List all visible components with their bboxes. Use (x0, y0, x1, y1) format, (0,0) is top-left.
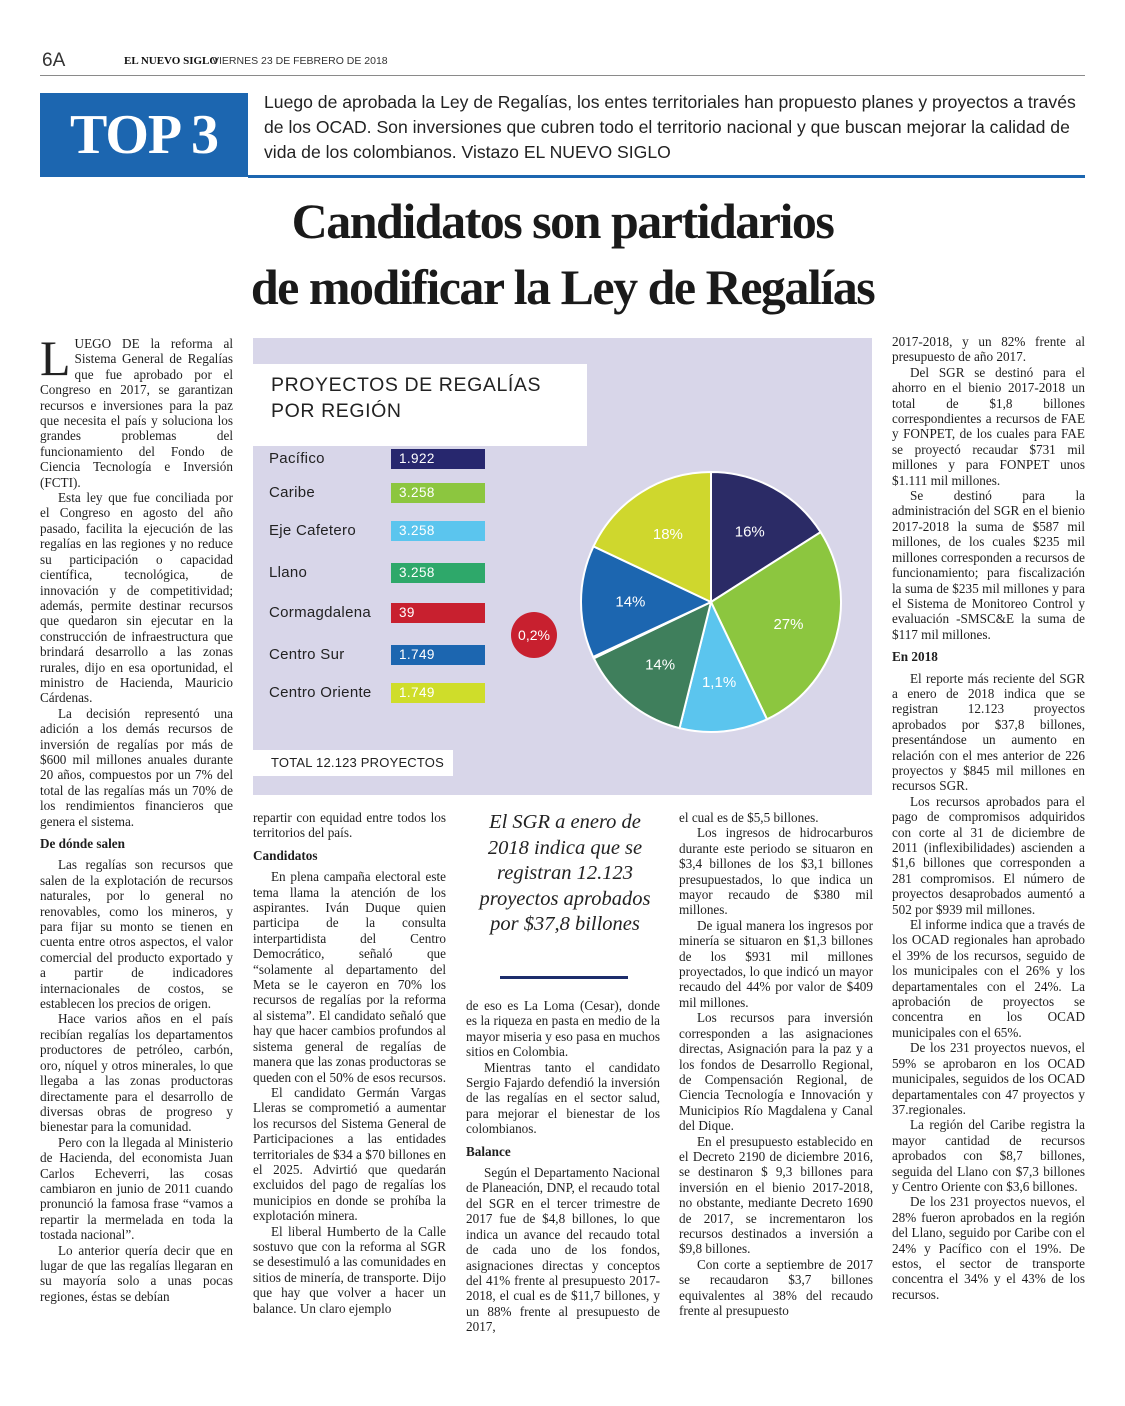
paragraph: Las regalías son recursos que salen de la explotación de recursos naturales, por lo general no renovables, como los mineros, y para fijar su monto se tienen en cuenta entre otros aspectos, el valor comercial del producto exportado y a partir de indicadores internacionales de costos, se establecen los precios de origen. (40, 857, 233, 1012)
section-label: TOP 3 (69, 104, 218, 166)
infographic-total: TOTAL 12.123 PROYECTOS (253, 750, 453, 776)
article-column-5 (892, 334, 1085, 1302)
paragraph: 2017-2018, y un 82% frente al presupuesto de año 2017. (892, 334, 1085, 365)
paragraph: el cual es de $5,5 billones. (679, 810, 819, 825)
subheading: Candidatos (253, 847, 318, 863)
intro-rule (248, 175, 1085, 178)
region-value-bar: 3.258 (391, 521, 485, 541)
paragraph: Esta ley que fue conciliada por el Congreso en agosto del año pasado, facilita la ejecución de las regalías en las regiones y no reduce su participación o capacidad científica, tecnológica, de innovación y de competitividad; además, permite destinar recursos que quedaron sin ejecutar en la construcción de infraestructura que brindará desarrollo a las zonas rurales, dijo en esa oportunidad, el ministro de Hacienda, Mauricio Cárdenas. (40, 490, 233, 706)
region-row (269, 563, 489, 583)
infographic (253, 338, 872, 795)
paragraph: Los recursos para inversión corresponden a las asignaciones directas, Asignación para la paz y a los fondos de Desarrollo Regional, de Compensación Regional, de Ciencia Tecnología e Innovación y Municipios Río Magdalena y Canal del Dique. (679, 1010, 873, 1134)
paragraph: De los 231 proyectos nuevos, el 59% se aprobaron en los OCAD municipales, seguidos de los OCAD departamentales con 47 proyectos y 37.regionales. (892, 1040, 1085, 1117)
pie-slice-label: 14% (615, 593, 646, 611)
paragraph: El informe indica que a través de los OCAD regionales han aprobado el 39% de los recursos, seguido de los municipales con el 26% y los departamentales con el 24%. La aprobación de proyectos se concentra en los OCAD municipales con el 65%. (892, 917, 1085, 1040)
region-row (269, 683, 489, 703)
headline-line-1: Candidatos son partidarios (291, 193, 834, 249)
paragraph: de eso es La Loma (Cesar), donde es la riqueza en pasta en medio de la mayor miseria y eso pasa en muchos sitios en Colombia. (466, 998, 660, 1060)
headline (40, 188, 1085, 320)
region-label: Eje Cafetero (269, 522, 356, 539)
region-label: Caribe (269, 484, 315, 501)
article-column-1 (40, 330, 233, 1304)
region-value-bar: 3.258 (391, 483, 485, 503)
pie-slice-label: 27% (773, 616, 804, 634)
region-value-bar: 3.258 (391, 563, 485, 583)
paragraph: Se destinó para la administración del SGR en el bienio 2017-2018 la suma de $587 mil millones, de los cuales $235 mil millones corresponden a recursos de funcionamiento; para fiscalización la suma de $235 mil millones y para el Sistema de Monitoreo Control y evaluación -SMSC&E la suma de $117 mil millones. (892, 488, 1085, 642)
region-value-bar: 1.749 (391, 683, 485, 703)
region-row (269, 603, 489, 623)
pie-slice-label: 0,2% (518, 627, 550, 643)
paragraph: Lo anterior quería decir que en lugar de que las regalías llegaran en su mayoría solo a unas pocas regiones, éstas se debían (40, 1242, 233, 1304)
paragraph: El liberal Humberto de la Calle sostuvo que con la reforma al SGR se desestimuló a las comunidades en sitios de minería, de transporte. Dijo que hay que volver a hacer un balance. Un claro ejemplo (253, 1223, 447, 1316)
infographic-title: PROYECTOS DE REGALÍAS POR REGIÓN (253, 364, 587, 446)
region-label: Llano (269, 564, 308, 581)
region-row (269, 521, 489, 541)
paragraph: De los 231 proyectos nuevos, el 28% fueron aprobados en la región del Llano, seguido por Caribe con el 24% y Pacífico con el 19%. De estos, el sector de transporte concentra el 34% y el 43% de los recursos. (892, 1194, 1085, 1302)
paragraph: La decisión representó una adición a los demás recursos de inversión de regalías por más de $600 mil millones anuales durante 20 años, compuestos por un 7% del total de las regalías más un 70% de los rendimientos financieros que genera el sistema. (40, 705, 233, 829)
region-row (269, 483, 489, 503)
region-label: Centro Sur (269, 646, 345, 663)
pull-quote: El SGR a enero de 2018 indica que se registran 12.123 proyectos aprobados por $37,8 billones (479, 811, 651, 936)
section-badge (40, 93, 248, 177)
region-label: Pacífico (269, 450, 325, 467)
paragraph: Los ingresos de hidrocarburos durante este periodo se situaron en $3,4 billones de los $3,1 billones presupuestados, lo que indica un mayor recaudo de $380 mil millones. (679, 825, 873, 918)
paragraph: Con corte a septiembre de 2017 se recaudaron $3,7 billones equivalentes al 38% del recaudo frente al presupuesto (679, 1256, 873, 1318)
paragraph: Pero con la llegada al Ministerio de Hacienda, del economista Juan Carlos Echeverri, las cosas cambiaron en junio de 2011 cuando pronunció la famosa frase “vamos a repartir la mermelada en toda la tostada nacional”. (40, 1134, 233, 1243)
pull-quote-rule (500, 976, 628, 979)
subheading: De dónde salen (40, 836, 125, 851)
pie-slice-label: 14% (645, 656, 676, 674)
paragraph: Hace varios años en el país recibían regalías los departamentos productores de petróleo, carbón, oro, níquel y otros minerales, lo que llegaba a las zonas productoras directamente para el desarrollo de diversas obras de progreso y bienestar para la comunidad. (40, 1011, 233, 1135)
paragraph: Los recursos aprobados para el pago de compromisos adquiridos con corte al 31 de diciembre de 2011 (inflexibilidades) ascienden a $1,6 billones que corresponden a 281 compromisos. El número de proyectos desaprobados aumentó a 502 por $939 mil millones. (892, 793, 1085, 917)
pie-slice-label: 1,1% (701, 674, 737, 692)
region-value-bar: 1.922 (391, 449, 485, 469)
headline-line-2: de modificar la Ley de Regalías (250, 259, 875, 315)
paragraph: En el presupuesto establecido en el Decreto 2190 de diciembre 2016, se destinaron $ 9,3 billones para inversión en el bienio 2017-2018, no obstante, mediante Decreto 1690 de 2017, se incrementaron los recursos destinados a inversión a $9,8 billones. (679, 1133, 873, 1257)
pie-slice-label: 18% (652, 525, 683, 543)
paragraph: Mientras tanto el candidato Sergio Fajardo defendió la inversión de las regalías en el sector salud, para mejorar el bienestar de los colombianos. (466, 1059, 660, 1137)
paragraph: Del SGR se destinó para el ahorro en el bienio 2017-2018 un total de $1,8 billones correspondientes a recursos de FAE y FONPET, de los cuales para FAE se proyectó recaudar $731 mil millones y para FONPET unos $1.111 mil millones. (892, 364, 1085, 488)
pie-slice-label: 16% (734, 523, 765, 541)
paragraph: El reporte más reciente del SGR a enero de 2018 indica que se registran 12.123 proyectos aprobados por $37,8 billones, presentándose un aumento en relación con el mes anterior de 226 proyectos y $845 mil millones en recursos SGR. (892, 670, 1085, 794)
paragraph: La región del Caribe registra la mayor cantidad de recursos aprobados con $8,7 billones, seguida del Llano con $7,3 billones y Centro Oriente con $3,6 billones. (892, 1117, 1085, 1194)
article-column-4 (679, 810, 873, 1318)
region-value-bar: 1.749 (391, 645, 485, 665)
paragraph: repartir con equidad entre todos los territorios del país. (253, 810, 446, 841)
page-folio (40, 50, 1085, 76)
region-row (269, 449, 489, 469)
subheading: Balance (466, 1143, 511, 1159)
region-label: Cormagdalena (269, 604, 371, 621)
lead-paragraph: LUEGO DE la reforma al Sistema General de Regalías que fue aprobado por el Congreso en 2017, se garantizan recursos e inversiones para la paz que necesita el país y soluciona los grandes problemas del funcionamiento del Fondo de Ciencia Tecnología e Inversión (FCTI). (40, 330, 233, 490)
section-intro: Luego de aprobada la Ley de Regalías, los entes territoriales han propuesto planes y proyectos a través de los OCAD. Son inversiones que cubren todo el territorio nacional y que buscan mejorar la calidad de vida de los colombianos. Vistazo EL NUEVO SIGLO (264, 92, 1076, 162)
article-column-3 (466, 998, 660, 1335)
paragraph: De igual manera los ingresos por minería se situaron en $1,3 billones de los $931 mil millones proyectados, lo que indicó un mayor recaudo del 44% por valor de $409 mil millones. (679, 917, 873, 1010)
region-row (269, 645, 489, 665)
paragraph: Según el Departamento Nacional de Planeación, DNP, el recaudo total del SGR en el tercer trimestre de 2017 fue de $4,8 billones, lo que indica un avance del recaudo total de cada uno de los fondos, asignaciones directas y conceptos del 41% frente al presupuesto 2017-2018, el cual es de $11,7 billones, y un 88% frente al presupuesto de 2017, (466, 1165, 660, 1335)
paragraph: El candidato Germán Vargas Lleras se comprometió a aumentar los recursos del Sistema General de Participaciones a las entidades territoriales de $34 a $70 billones en el 2025. Advirtió que quedarán excluidos del pago de regalías los municipios en donde se prohíba la explotación minera. (253, 1084, 446, 1224)
page-number: 6A (42, 50, 66, 71)
region-value-bar: 39 (391, 603, 485, 623)
article-column-2 (253, 810, 446, 1316)
drop-cap: L (40, 330, 71, 386)
region-label: Centro Oriente (269, 684, 372, 701)
publication-name: EL NUEVO SIGLO (124, 55, 218, 67)
subheading: En 2018 (892, 649, 938, 665)
paragraph: En plena campaña electoral este tema llama la atención de los aspirantes. Iván Duque quien participa de la consulta interpartidista del Centro Democrático, señaló que “solamente al departamento del Meta se le cayeron en 70% los recursos de regalías por la reforma al sistema”. El candidato señaló que hay que hacer cambios profundos al sistema general de regalías de manera que las zonas productoras se queden con el 50% de esos recursos. (253, 869, 446, 1085)
publication-date: VIERNES 23 DE FEBRERO DE 2018 (212, 55, 388, 67)
